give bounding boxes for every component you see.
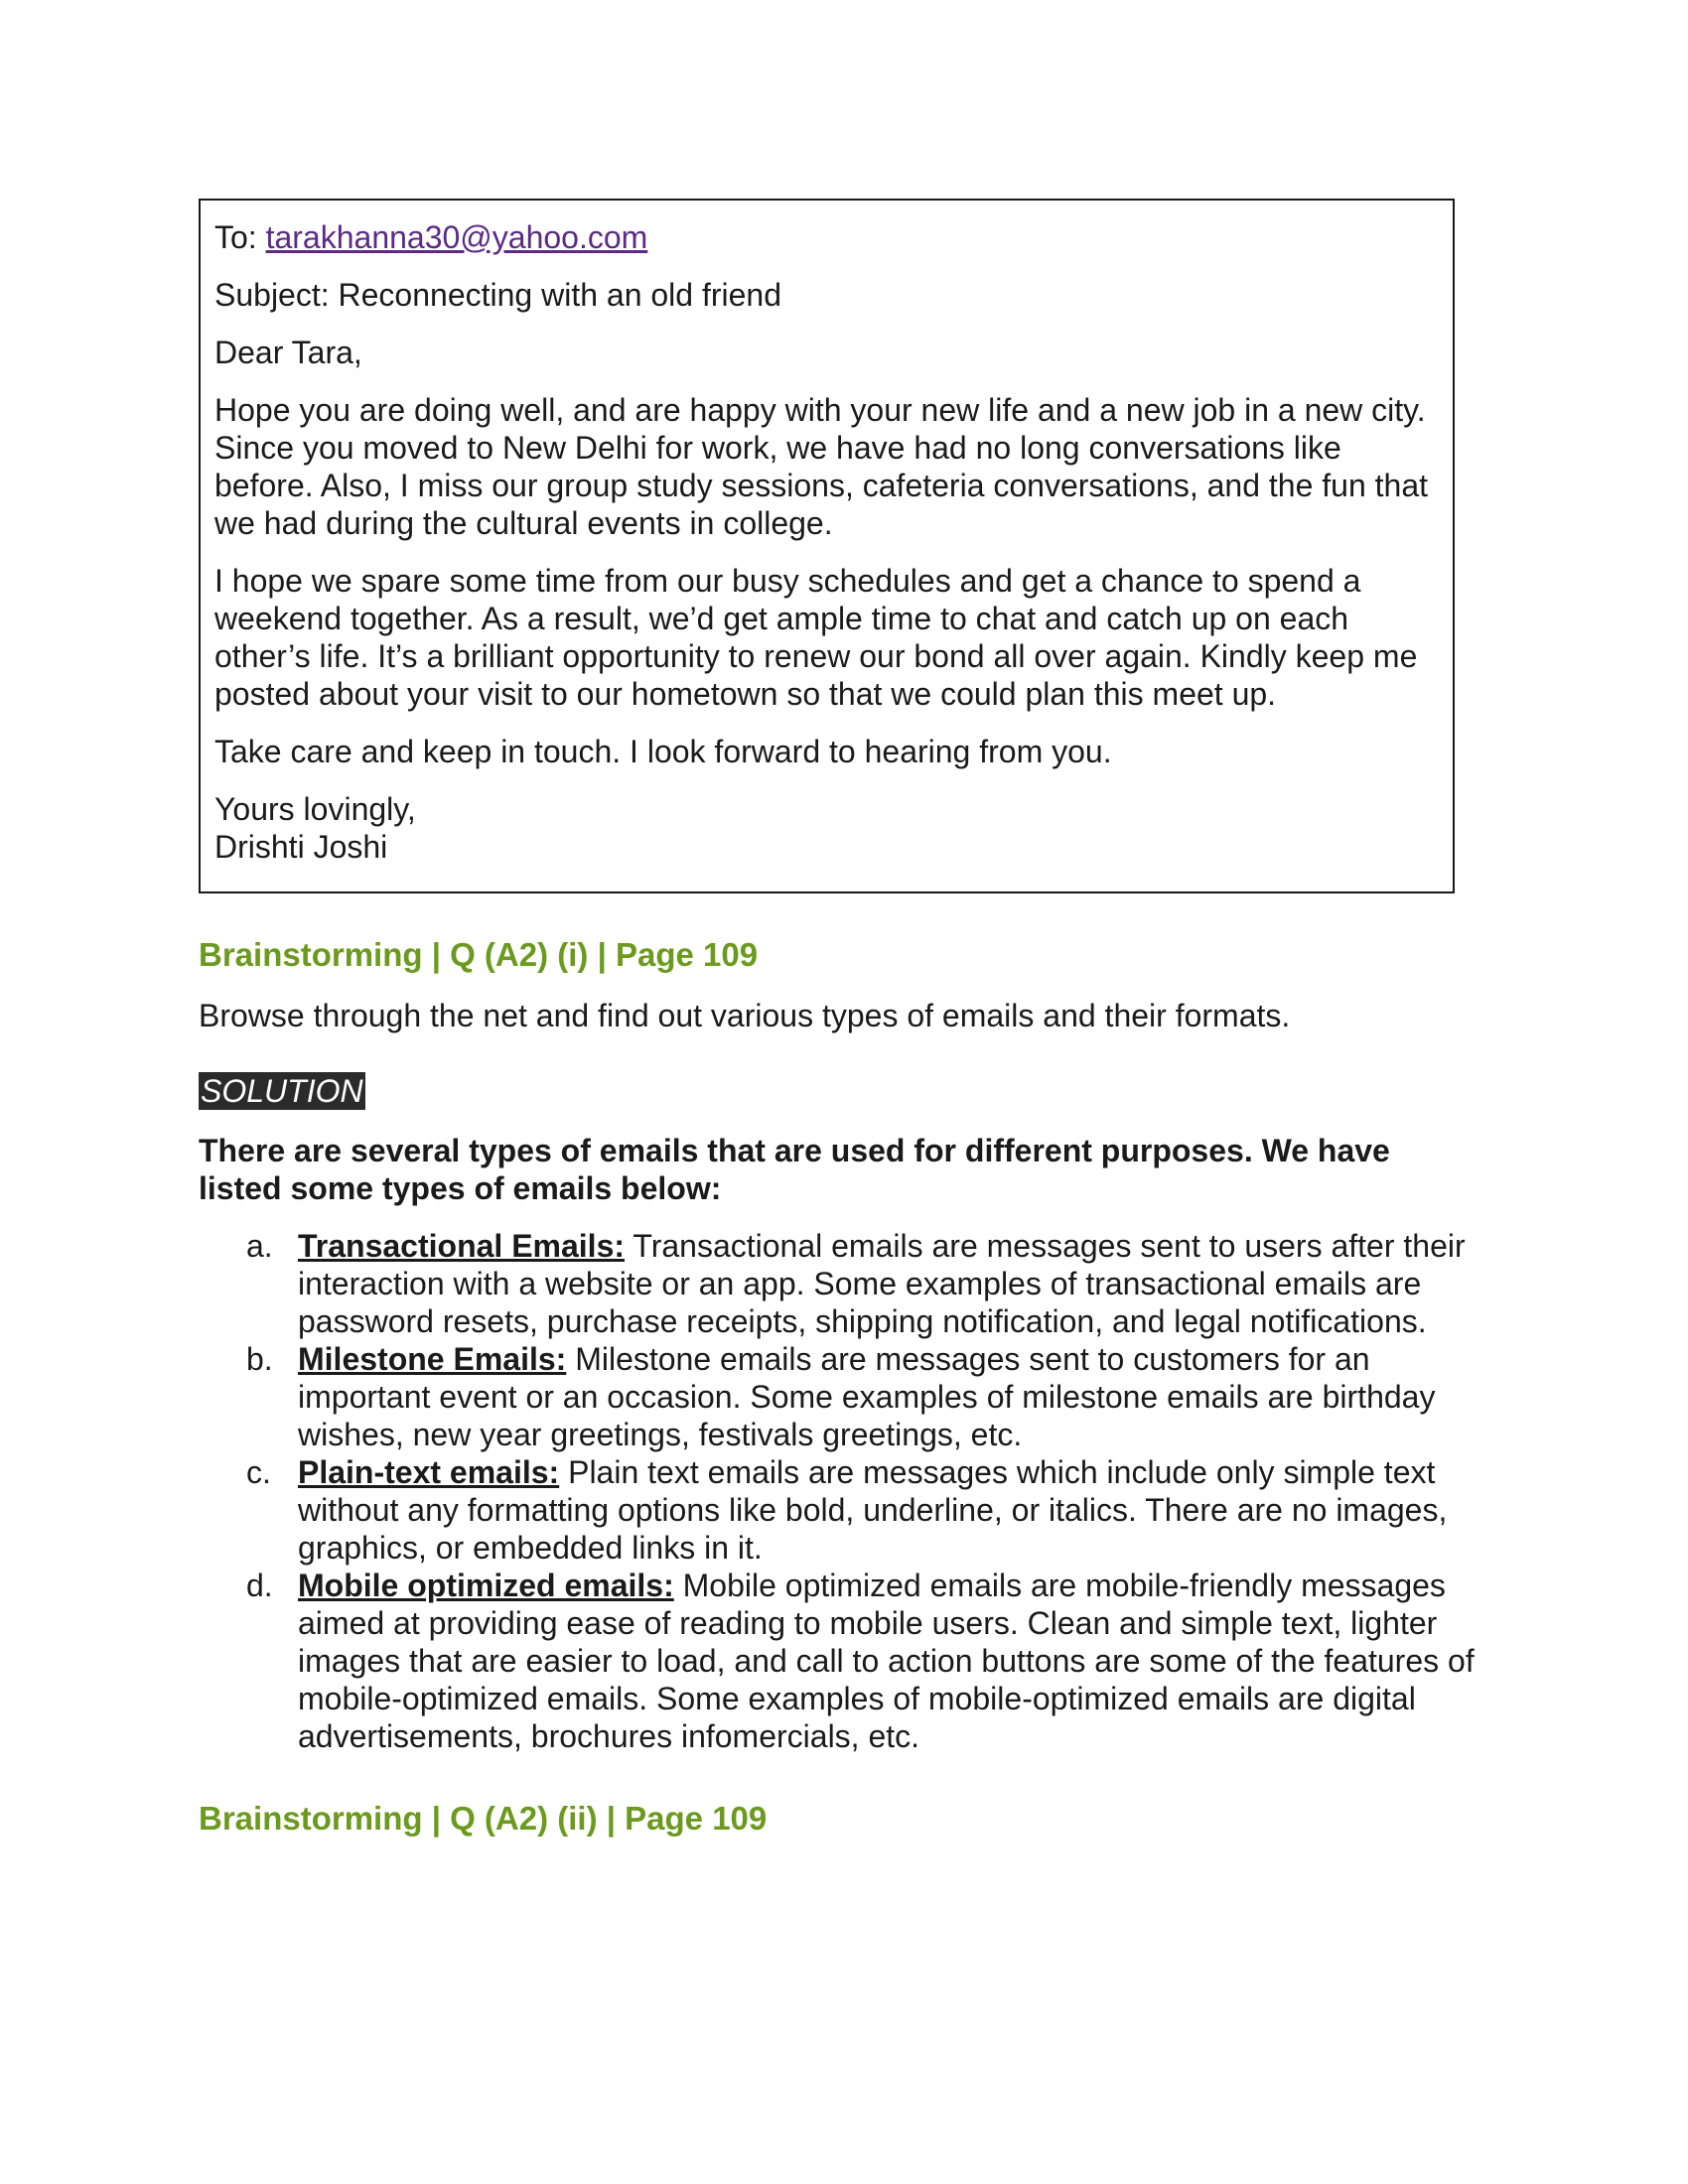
- list-item-term: Plain-text emails:: [298, 1454, 560, 1490]
- email-letter-box: [199, 199, 1455, 893]
- email-subject: Subject: Reconnecting with an old friend: [214, 277, 782, 313]
- list-item-text: Transactional emails are messages sent to users after their interaction with a website or an app. Some examples of transactional emails are password resets, purchase receipts, shipping notification, and legal notifications.: [298, 1228, 1466, 1339]
- list-marker: a.: [246, 1228, 273, 1264]
- list-item: [199, 1567, 1489, 1755]
- email-paragraph: I hope we spare some time from our busy schedules and get a chance to spend a weekend together. As a result, we’d get ample time to chat and catch up on each other’s life. It’s a brilliant opportunity to renew our bond all over again. Kindly keep me posted about your visit to our hometown so that we could plan this meet up.: [214, 563, 1418, 712]
- email-signoff: [214, 790, 1439, 866]
- email-paragraph: Take care and keep in touch. I look forward to hearing from you.: [214, 734, 1112, 769]
- document-page: [199, 199, 1489, 1839]
- email-closing: Yours lovingly,: [214, 791, 416, 827]
- email-salutation: Dear Tara,: [214, 335, 362, 370]
- email-types-list: [199, 1227, 1489, 1755]
- list-item-text: Mobile optimized emails are mobile-friendly messages aimed at providing ease of reading to mobile users. Clean and simple text, lighter images that are easier to load, and call to action buttons are some of the features of mobile-optimized emails. Some examples of mobile-optimized emails are digital advertisements, brochures infomercials, etc.: [298, 1568, 1475, 1754]
- email-to-label: To:: [214, 219, 257, 255]
- section-heading-a2-ii: Brainstorming | Q (A2) (ii) | Page 109: [199, 1800, 768, 1837]
- list-marker: b.: [246, 1341, 273, 1377]
- list-marker: d.: [246, 1568, 273, 1603]
- list-item-term: Milestone Emails:: [298, 1341, 567, 1377]
- list-item-term: Mobile optimized emails:: [298, 1568, 674, 1603]
- email-address-link[interactable]: tarakhanna30@yahoo.com: [265, 219, 648, 255]
- solution-intro: There are several types of emails that are used for different purposes. We have listed some types of emails below:: [199, 1133, 1390, 1206]
- list-marker: c.: [246, 1454, 271, 1490]
- question-text: Browse through the net and find out various types of emails and their formats.: [199, 998, 1291, 1033]
- list-item: [199, 1340, 1489, 1453]
- email-paragraph: Hope you are doing well, and are happy with your new life and a new job in a new city. Since you moved to New Delhi for work, we have had no long conversations like before. Also, I miss our group study sessions, cafeteria conversations, and the fun that we had during the cultural events in college.: [214, 392, 1428, 541]
- list-item: [199, 1227, 1489, 1340]
- email-signature: Drishti Joshi: [214, 829, 388, 865]
- email-to-line: [214, 218, 1439, 256]
- list-item-text: Plain text emails are messages which include only simple text without any formatting options like bold, underline, or italics. There are no images, graphics, or embedded links in it.: [298, 1454, 1448, 1566]
- list-item-text: Milestone emails are messages sent to customers for an important event or an occasion. Some examples of milestone emails are birthday wishes, new year greetings, festivals greetings, etc.: [298, 1341, 1436, 1452]
- solution-label: SOLUTION: [201, 1073, 363, 1109]
- section-heading-a2-i: Brainstorming | Q (A2) (i) | Page 109: [199, 936, 759, 973]
- list-item-term: Transactional Emails:: [298, 1228, 626, 1264]
- list-item: [199, 1453, 1489, 1567]
